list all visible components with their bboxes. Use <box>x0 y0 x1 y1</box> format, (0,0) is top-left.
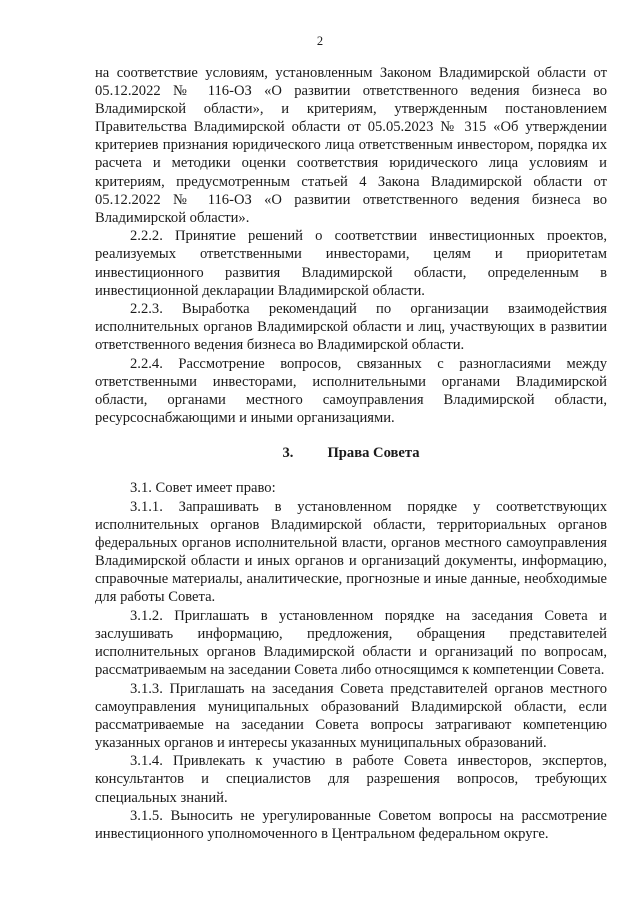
paragraph-3-1-4: 3.1.4. Привлекать к участию в работе Совета инвесторов, экспертов, консультантов и специалистов для разрешения вопросов, требующих специальных знаний. <box>95 753 607 806</box>
paragraph-2-2-2: 2.2.2. Принятие решений о соответствии инвестиционных проектов, реализуемых ответственными инвесторами, целям и приоритетам инвестиционного развития Владимирской области, определенным в инвестиционной декларации Владимирской области. <box>95 228 607 299</box>
paragraph-3-1-2: 3.1.2. Приглашать в установленном порядке на заседания Совета и заслушивать информацию, предложения, обращения представителей исполнительных органов Владимирской области и организаций по вопросам, рассматриваемым на заседании Совета либо относящимся к компетенции Совета. <box>95 607 607 678</box>
paragraph-continuation: на соответствие условиям, установленным Законом Владимирской области от 05.12.2022 № 116-ОЗ «О развитии ответственного ведения бизнеса во Владимирской области», и критериям, утвержденным постановлением Правительства Владимирской области от 05.05.2023 № 315 «Об утверждении критериев признания юридического лица ответственным инвестором, порядка их расчета и методики оценки соответствия юридического лица условиям и критериям, предусмотренным статьей 4 Закона Владимирской области от 05.12.2022 № 116-ОЗ «О развитии ответственного ведения бизнеса во Владимирской области». <box>95 65 607 226</box>
section-number: 3. <box>282 445 294 462</box>
paragraph-2-2-3: 2.2.3. Выработка рекомендаций по организации взаимодействия исполнительных органов Владимирской области и лиц, участвующих в развитии ответственного ведения бизнеса во Владимирской области. <box>95 301 607 354</box>
paragraph-3-1-1: 3.1.1. Запрашивать в установленном порядке у соответствующих исполнительных органов Владимирской области, территориальных органов федеральных органов исполнительной власти, органов местного самоуправления Владимирской области и иных органов и организаций документы, информацию, справочные материалы, аналитические, прогнозные и иные данные, необходимые для работы Совета. <box>95 498 607 606</box>
paragraph-3-1-3: 3.1.3. Приглашать на заседания Совета представителей органов местного самоуправления муниципальных образований Владимирской области, если рассматриваемые на заседании Совета вопросы затрагивают компетенцию указанных органов и интересы указанных муниципальных образований. <box>95 680 607 751</box>
paragraph-3-1-5: 3.1.5. Выносить не урегулированные Советом вопросы на рассмотрение инвестиционного уполномоченного в Центральном федеральном округе. <box>95 808 607 843</box>
section-title: Права Совета <box>327 445 420 462</box>
paragraph-2-2-4: 2.2.4. Рассмотрение вопросов, связанных с разногласиями между ответственными инвесторами, исполнительными органами Владимирской области, органами местного самоуправления Владимирской области, ресурсоснабжающими и иными организациями. <box>95 356 607 427</box>
paragraph-3-1: 3.1. Совет имеет право: <box>130 480 276 497</box>
page-number: 2 <box>316 34 324 48</box>
section-heading <box>95 444 607 462</box>
document-body <box>95 64 607 843</box>
